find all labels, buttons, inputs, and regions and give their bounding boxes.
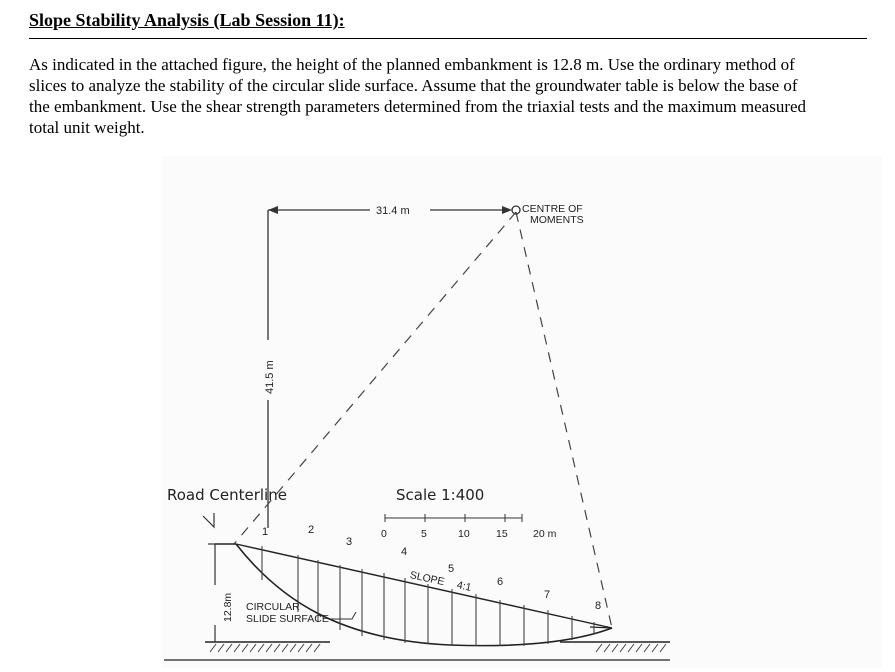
problem-statement: As indicated in the attached figure, the height of the planned embankment is 12.8 m. Use the ordinary method of slices to analyze the stability of the circular slide surface. Assume that the groundwater table is below the base of the embankment. Use the shear strength parameters determined from the triaxial tests and the maximum measured total unit weight. (29, 55, 807, 137)
scale-tick-15: 15 (496, 528, 508, 540)
vertical-dimension-label: 41.5 m (264, 360, 276, 394)
centre-label-line2: MOMENTS (530, 214, 584, 226)
slice-number-1: 1 (262, 526, 269, 538)
slice-number-6: 6 (497, 576, 504, 588)
slope-ratio: 4:1 (455, 579, 473, 594)
height-dimension-label: 12.8m (222, 592, 234, 622)
horizontal-dimension-label: 31.4 m (376, 205, 410, 217)
scale-tick-5: 5 (421, 528, 427, 540)
heading-divider (29, 38, 867, 39)
figure-background (162, 156, 882, 668)
slice-number-7: 7 (544, 589, 551, 601)
slope-text: SLOPE (408, 569, 446, 589)
slice-number-4: 4 (401, 546, 408, 558)
scale-tick-20: 20 m (533, 528, 557, 540)
slice-number-8: 8 (595, 600, 602, 612)
slide-surface-label-line1: CIRCULAR (246, 601, 300, 613)
slide-surface-label-line2: SLIDE SURFACE (246, 613, 329, 625)
slice-number-5: 5 (448, 563, 455, 575)
slice-number-3: 3 (346, 536, 353, 548)
centre-label-line1: CENTRE OF (522, 203, 583, 215)
road-centerline-label: Road Centerline (167, 486, 287, 504)
scale-label: Scale 1:400 (396, 486, 485, 504)
page-heading: Slope Stability Analysis (Lab Session 11): (29, 10, 345, 30)
slice-number-2: 2 (308, 524, 315, 536)
scale-tick-0: 0 (381, 528, 387, 540)
embankment-figure (162, 156, 882, 668)
scale-tick-10: 10 (458, 528, 470, 540)
